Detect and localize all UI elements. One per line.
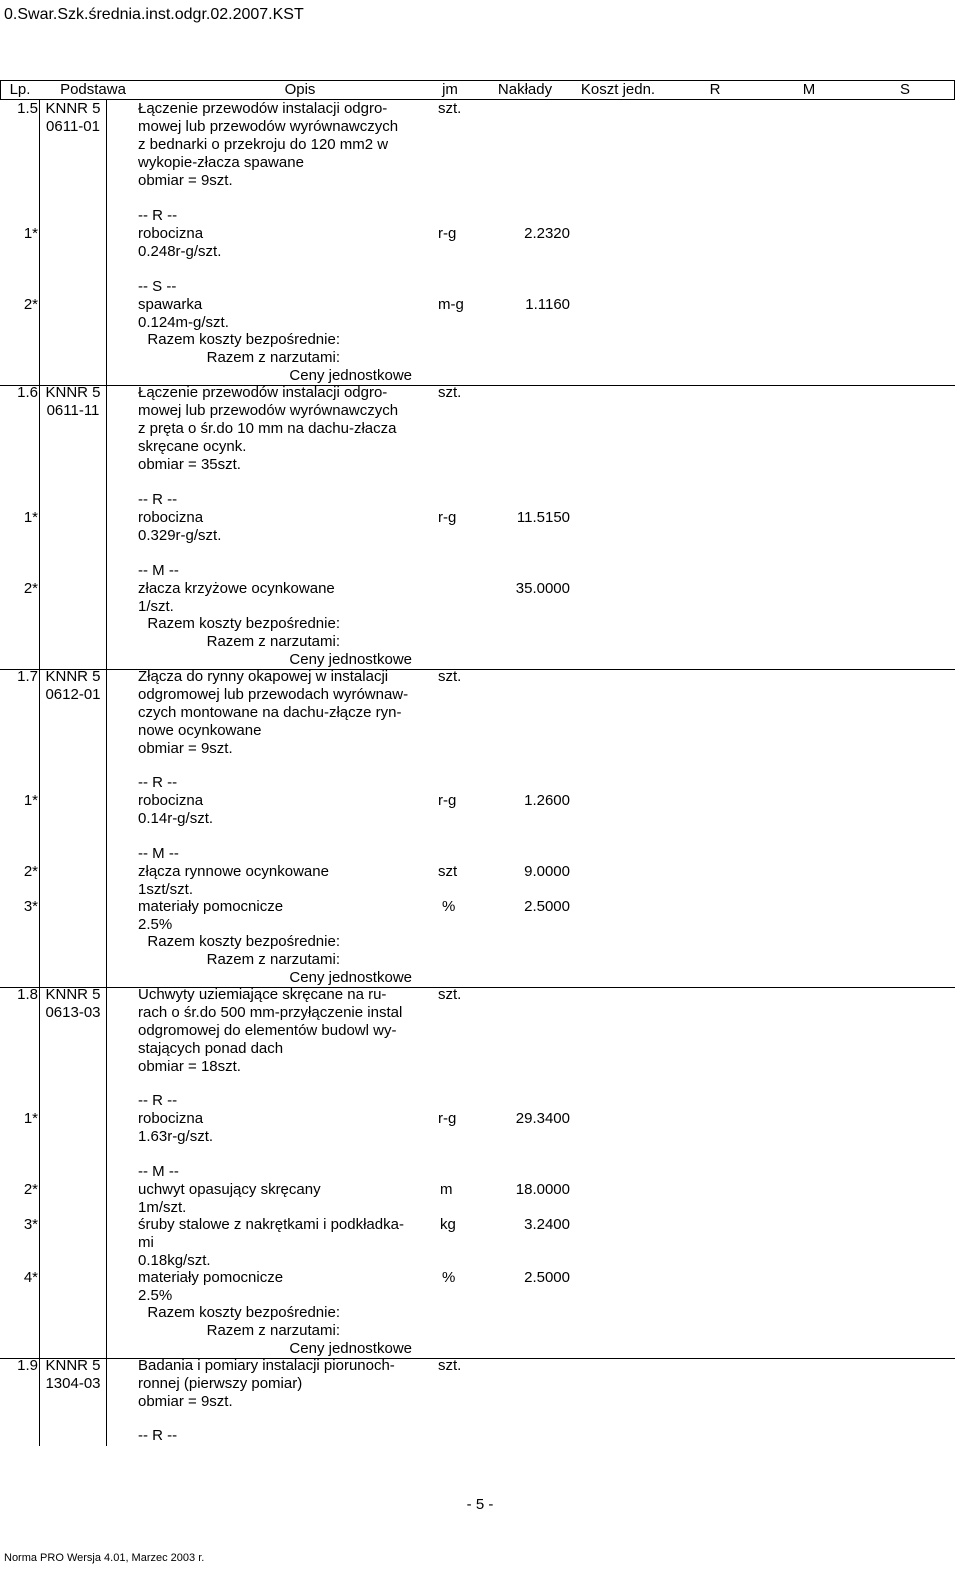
item-basis-number: 0612-01	[45, 686, 101, 703]
item-description: wykopie-złacza spawane	[138, 154, 304, 171]
item-description: z bednarki o przekroju do 120 mm2 w	[138, 136, 389, 153]
column-divider-lp	[39, 99, 40, 1446]
resource-no: 2*	[23, 580, 38, 597]
resource-unit: m-g	[438, 296, 464, 313]
resource-group: -- M --	[138, 562, 179, 579]
cost-estimate-table	[0, 80, 960, 1446]
resource-group: -- R --	[138, 1092, 178, 1109]
resource-norm: 0.124m-g/szt.	[138, 314, 229, 331]
resource-norm: 1m/szt.	[138, 1199, 187, 1216]
resource-group: -- M --	[138, 1163, 179, 1180]
resource-no: 1*	[23, 509, 38, 526]
summary-markup: Razem z narzutami:	[206, 633, 340, 650]
summary-direct: Razem koszty bezpośrednie:	[147, 933, 340, 950]
resource-qty: 1.2600	[524, 792, 570, 809]
summary-unit-prices: Ceny jednostkowe	[289, 651, 412, 668]
resource-no: 3*	[23, 898, 38, 915]
resource-name: robocizna	[138, 792, 204, 809]
item-description: Uchwyty uziemiające skręcane na ru-	[138, 986, 387, 1003]
resource-qty: 29.3400	[515, 1110, 570, 1127]
item-description: czych montowane na dachu-złącze ryn-	[138, 704, 402, 721]
item-description: Łączenie przewodów instalacji odgro-	[138, 100, 388, 117]
item-description: stających ponad dach	[138, 1040, 284, 1057]
resource-name: materiały pomocnicze	[138, 898, 284, 915]
summary-direct: Razem koszty bezpośrednie:	[147, 1304, 340, 1321]
column-divider-basis	[106, 99, 107, 1446]
page-number: - 5 -	[466, 1496, 494, 1513]
item-lp: 1.5	[17, 100, 38, 117]
resource-unit: %	[442, 898, 456, 915]
item-description: rach o śr.do 500 mm-przyłączenie instal	[138, 1004, 403, 1021]
item-description: skręcane ocynk.	[138, 438, 247, 455]
header-s: S	[899, 81, 910, 98]
resource-group: -- S --	[138, 278, 177, 295]
summary-markup: Razem z narzutami:	[206, 349, 340, 366]
item-lp: 1.7	[17, 668, 38, 685]
summary-direct: Razem koszty bezpośrednie:	[147, 331, 340, 348]
resource-group: -- R --	[138, 774, 178, 791]
item-description: Łączenie przewodów instalacji odgro-	[138, 384, 388, 401]
software-version: Norma PRO Wersja 4.01, Marzec 2003 r.	[4, 1552, 205, 1564]
resource-norm: 0.14r-g/szt.	[138, 810, 214, 827]
resource-qty: 2.2320	[524, 225, 570, 242]
summary-direct: Razem koszty bezpośrednie:	[147, 615, 340, 632]
resource-name: materiały pomocnicze	[138, 1269, 284, 1286]
resource-no: 1*	[23, 225, 38, 242]
header-podstawa: Podstawa	[60, 81, 126, 98]
resource-norm: 0.18kg/szt.	[138, 1252, 211, 1269]
item-lp: 1.9	[17, 1357, 38, 1374]
item-lp: 1.8	[17, 986, 38, 1003]
item-description: Badania i pomiary instalacji piorunoch-	[138, 1357, 395, 1374]
resource-qty: 18.0000	[515, 1181, 570, 1198]
item-basis-code: KNNR 5	[45, 100, 101, 117]
item-description: odgromowej do elementów budowl wy-	[138, 1022, 397, 1039]
header-naklady: Nakłady	[497, 81, 553, 98]
item-unit: szt.	[438, 384, 462, 401]
resource-qty: 35.0000	[515, 580, 570, 597]
table-right-border	[954, 80, 955, 99]
item-unit: szt.	[438, 986, 462, 1003]
document-title: 0.Swar.Szk.średnia.inst.odgr.02.2007.KST	[4, 6, 304, 23]
resource-norm: 0.329r-g/szt.	[138, 527, 222, 544]
item-unit: szt.	[438, 100, 462, 117]
item-unit: szt.	[438, 668, 462, 685]
summary-unit-prices: Ceny jednostkowe	[289, 969, 412, 986]
resource-group: -- M --	[138, 845, 179, 862]
resource-name: złacza krzyżowe ocynkowane	[138, 580, 335, 597]
summary-markup: Razem z narzutami:	[206, 1322, 340, 1339]
item-description: z pręta o śr.do 10 mm na dachu-złacza	[138, 420, 397, 437]
resource-unit: r-g	[438, 792, 457, 809]
summary-markup: Razem z narzutami:	[206, 951, 340, 968]
resource-norm: 1/szt.	[138, 598, 174, 615]
item-description: ronnej (pierwszy pomiar)	[138, 1375, 303, 1392]
resource-no: 2*	[23, 1181, 38, 1198]
summary-unit-prices: Ceny jednostkowe	[289, 1340, 412, 1357]
resource-norm: 2.5%	[138, 916, 173, 933]
item-basis-code: KNNR 5	[45, 668, 101, 685]
resource-no: 1*	[23, 792, 38, 809]
resource-unit: kg	[440, 1216, 456, 1233]
resource-norm: 2.5%	[138, 1287, 173, 1304]
resource-qty: 2.5000	[524, 1269, 570, 1286]
resource-name-continued: mi	[138, 1234, 154, 1251]
item-description: mowej lub przewodów wyrównawczych	[138, 402, 399, 419]
resource-unit: szt	[438, 863, 458, 880]
header-jm: jm	[442, 81, 458, 98]
resource-group: -- R --	[138, 207, 178, 224]
resource-unit: m	[440, 1181, 453, 1198]
item-quantity-note: obmiar = 9szt.	[138, 172, 233, 189]
item-description: Złącza do rynny okapowej w instalacji	[138, 668, 389, 685]
resource-unit: %	[442, 1269, 456, 1286]
item-basis-number: 0611-01	[46, 118, 100, 135]
item-description: mowej lub przewodów wyrównawczych	[138, 118, 399, 135]
resource-group: -- R --	[138, 491, 178, 508]
item-quantity-note: obmiar = 35szt.	[138, 456, 241, 473]
item-basis-code: KNNR 5	[45, 384, 101, 401]
resource-qty: 1.1160	[525, 296, 570, 313]
resource-unit: r-g	[438, 1110, 457, 1127]
item-basis-number: 1304-03	[45, 1375, 101, 1392]
resource-no: 2*	[23, 296, 38, 313]
item-description: odgromowej lub przewodach wyrównaw-	[138, 686, 409, 703]
item-unit: szt.	[438, 1357, 462, 1374]
header-opis: Opis	[284, 81, 316, 98]
resource-qty: 3.2400	[524, 1216, 570, 1233]
item-description: nowe ocynkowane	[138, 722, 262, 739]
resource-no: 1*	[23, 1110, 38, 1127]
resource-norm: 0.248r-g/szt.	[138, 243, 222, 260]
resource-name: śruby stalowe z nakrętkami i podkładka-	[138, 1216, 404, 1233]
resource-name: robocizna	[138, 509, 204, 526]
resource-qty: 9.0000	[524, 863, 570, 880]
header-r: R	[709, 81, 721, 98]
resource-qty: 2.5000	[524, 898, 570, 915]
resource-unit: r-g	[438, 225, 457, 242]
resource-name: złącza rynnowe ocynkowane	[138, 863, 329, 880]
resource-no: 3*	[23, 1216, 38, 1233]
resource-name: uchwyt opasujący skręcany	[138, 1181, 321, 1198]
header-lp: Lp.	[9, 81, 31, 98]
item-quantity-note: obmiar = 18szt.	[138, 1058, 241, 1075]
item-basis-code: KNNR 5	[45, 1357, 101, 1374]
resource-name: spawarka	[138, 296, 203, 313]
item-quantity-note: obmiar = 9szt.	[138, 740, 233, 757]
resource-group: -- R --	[138, 1427, 178, 1444]
resource-name: robocizna	[138, 1110, 204, 1127]
resource-name: robocizna	[138, 225, 204, 242]
resource-no: 4*	[23, 1269, 38, 1286]
item-basis-number: 0611-11	[46, 402, 100, 419]
resource-norm: 1.63r-g/szt.	[138, 1128, 214, 1145]
resource-qty: 11.5150	[516, 509, 570, 526]
header-koszt: Koszt jedn.	[580, 81, 656, 98]
resource-no: 2*	[23, 863, 38, 880]
item-quantity-note: obmiar = 9szt.	[138, 1393, 233, 1410]
resource-norm: 1szt/szt.	[138, 881, 194, 898]
item-basis-number: 0613-03	[45, 1004, 101, 1021]
resource-unit: r-g	[438, 509, 457, 526]
summary-unit-prices: Ceny jednostkowe	[289, 367, 412, 384]
item-basis-code: KNNR 5	[45, 986, 101, 1003]
item-lp: 1.6	[17, 384, 38, 401]
header-m: M	[802, 81, 816, 98]
